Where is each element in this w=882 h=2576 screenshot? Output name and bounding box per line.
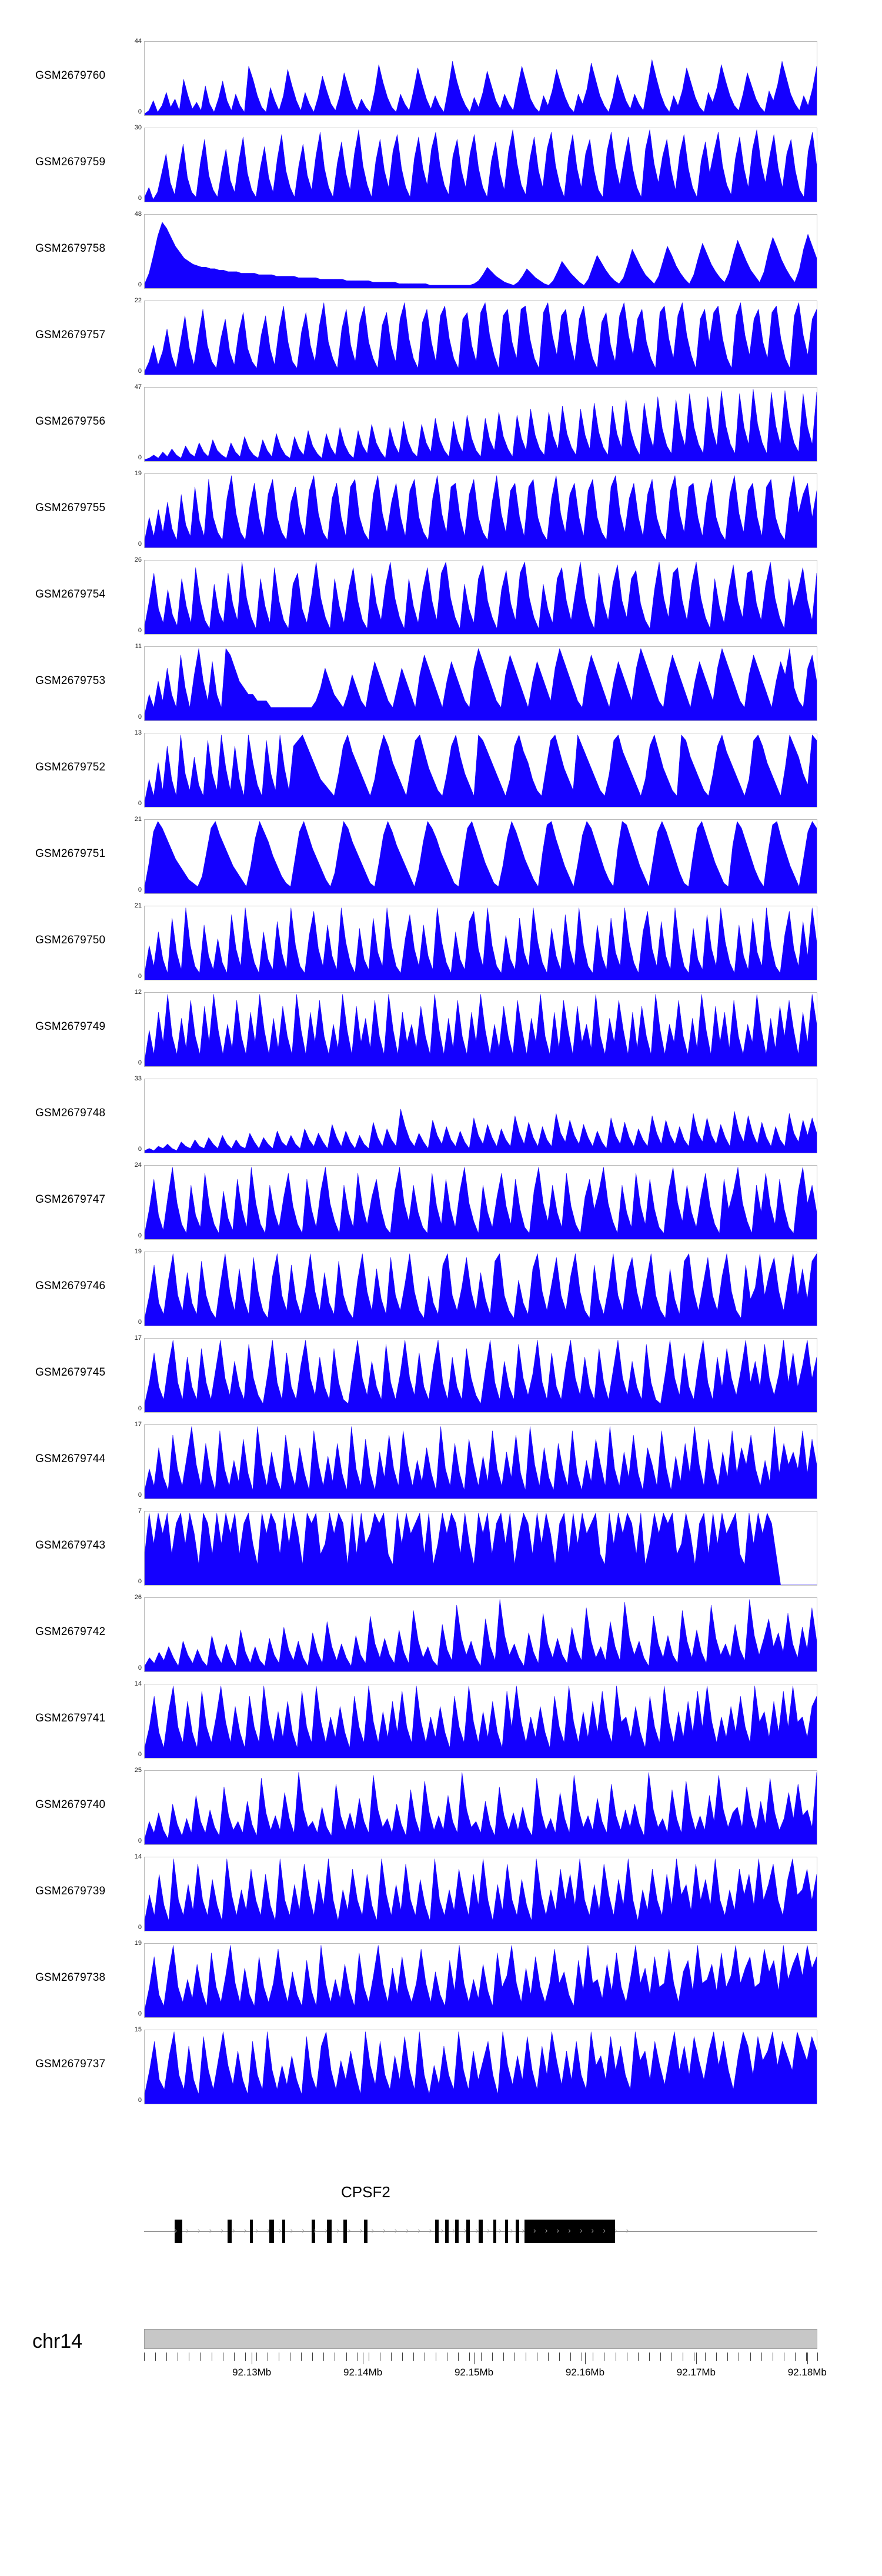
gene-exon bbox=[493, 2220, 496, 2243]
strand-arrow-icon: › bbox=[487, 2225, 490, 2235]
gene-exon bbox=[250, 2220, 253, 2243]
coverage-plot bbox=[144, 1597, 817, 1672]
axis-tick-label: 92.18Mb bbox=[787, 2367, 827, 2378]
coverage-area-svg bbox=[145, 993, 817, 1066]
coverage-area-svg bbox=[145, 1511, 817, 1585]
coverage-plot bbox=[144, 1684, 817, 1759]
track-axis-min: 0 bbox=[138, 973, 142, 980]
axis-tick bbox=[514, 2353, 515, 2361]
coverage-area-svg bbox=[145, 560, 817, 634]
axis-tick-label: 92.16Mb bbox=[565, 2367, 605, 2378]
track-sample-label: GSM2679742 bbox=[35, 1626, 106, 1638]
gene-exon bbox=[364, 2220, 368, 2243]
strand-arrow-icon: › bbox=[579, 2225, 583, 2235]
gene-exon bbox=[327, 2220, 332, 2243]
track-axis-max: 14 bbox=[134, 1853, 142, 1860]
axis-tick bbox=[323, 2353, 324, 2361]
track-sample-label: GSM2679746 bbox=[35, 1280, 106, 1292]
track-sample-label: GSM2679754 bbox=[35, 588, 106, 600]
coverage-plot bbox=[144, 1338, 817, 1413]
track-axis-min: 0 bbox=[138, 1319, 142, 1326]
axis-tick bbox=[200, 2353, 201, 2361]
axis-tick bbox=[548, 2353, 549, 2361]
coverage-track-row bbox=[0, 813, 882, 900]
strand-arrow-icon: › bbox=[359, 2225, 363, 2235]
coverage-area-svg bbox=[145, 1771, 817, 1844]
track-axis-max: 11 bbox=[135, 643, 142, 650]
strand-arrow-icon: › bbox=[603, 2225, 606, 2235]
track-axis-max: 26 bbox=[134, 1594, 142, 1601]
coverage-track-row bbox=[0, 35, 882, 122]
track-sample-label: GSM2679743 bbox=[35, 1539, 106, 1551]
axis-tick bbox=[312, 2353, 313, 2361]
coverage-plot bbox=[144, 906, 817, 980]
track-sample-label: GSM2679738 bbox=[35, 1971, 106, 1984]
axis-tick-major bbox=[696, 2353, 697, 2364]
track-sample-label: GSM2679755 bbox=[35, 502, 106, 514]
strand-arrow-icon: › bbox=[371, 2225, 374, 2235]
track-axis-min: 0 bbox=[138, 1837, 142, 1844]
gene-exon bbox=[435, 2220, 439, 2243]
axis-tick bbox=[503, 2353, 504, 2361]
gene-label: CPSF2 bbox=[341, 2183, 390, 2201]
gene-exon bbox=[282, 2220, 286, 2243]
gene-exon bbox=[445, 2220, 449, 2243]
track-axis-max: 26 bbox=[134, 556, 142, 563]
strand-arrow-icon: › bbox=[452, 2225, 455, 2235]
track-sample-label: GSM2679749 bbox=[35, 1020, 106, 1033]
track-sample-label: GSM2679748 bbox=[35, 1107, 106, 1119]
track-axis-min: 0 bbox=[138, 627, 142, 634]
track-axis-max: 21 bbox=[134, 816, 142, 823]
chromosome-axis-panel bbox=[0, 2305, 882, 2435]
coverage-plot bbox=[144, 473, 817, 548]
axis-tick bbox=[806, 2353, 807, 2361]
gene-track bbox=[144, 2211, 817, 2253]
coverage-track-row bbox=[0, 468, 882, 554]
coverage-plot bbox=[144, 1165, 817, 1240]
coverage-track-row bbox=[0, 2024, 882, 2110]
axis-tick bbox=[570, 2353, 571, 2361]
coverage-area-svg bbox=[145, 1944, 817, 2017]
coverage-area-svg bbox=[145, 42, 817, 115]
coverage-area-svg bbox=[145, 1166, 817, 1239]
coverage-area-svg bbox=[145, 1684, 817, 1758]
axis-tick bbox=[481, 2353, 482, 2361]
track-axis-min: 0 bbox=[138, 1405, 142, 1412]
coverage-plot bbox=[144, 992, 817, 1067]
gene-exon bbox=[455, 2220, 459, 2243]
axis-tick bbox=[705, 2353, 706, 2361]
track-axis-max: 30 bbox=[134, 124, 142, 131]
coverage-area-svg bbox=[145, 647, 817, 720]
strand-arrow-icon: › bbox=[475, 2225, 479, 2235]
axis-tick bbox=[256, 2353, 257, 2361]
coverage-track-row bbox=[0, 1937, 882, 2024]
coverage-plot bbox=[144, 733, 817, 807]
track-sample-label: GSM2679750 bbox=[35, 934, 106, 946]
track-axis-min: 0 bbox=[138, 1491, 142, 1499]
coverage-track-row bbox=[0, 640, 882, 727]
strand-arrow-icon: › bbox=[522, 2225, 525, 2235]
track-axis-min: 0 bbox=[138, 1924, 142, 1931]
coverage-plot bbox=[144, 1079, 817, 1153]
coverage-track-row bbox=[0, 295, 882, 381]
axis-tick bbox=[492, 2353, 493, 2361]
track-axis-max: 17 bbox=[134, 1421, 142, 1428]
track-sample-label: GSM2679744 bbox=[35, 1453, 106, 1465]
track-axis-max: 15 bbox=[134, 2026, 142, 2033]
strand-arrow-icon: › bbox=[348, 2225, 351, 2235]
coverage-plot bbox=[144, 1943, 817, 2018]
axis-tick bbox=[301, 2353, 302, 2361]
coverage-area-svg bbox=[145, 1857, 817, 1931]
coverage-area-svg bbox=[145, 1598, 817, 1671]
track-axis-max: 14 bbox=[134, 1680, 142, 1687]
track-axis-max: 17 bbox=[134, 1334, 142, 1342]
coverage-tracks bbox=[0, 35, 882, 2110]
gene-exon bbox=[516, 2220, 519, 2243]
axis-tick-label: 92.14Mb bbox=[343, 2367, 383, 2378]
track-axis-min: 0 bbox=[138, 195, 142, 202]
strand-arrow-icon: › bbox=[197, 2225, 201, 2235]
axis-tick bbox=[413, 2353, 414, 2361]
gene-exon bbox=[343, 2220, 347, 2243]
strand-arrow-icon: › bbox=[394, 2225, 397, 2235]
track-axis-min: 0 bbox=[138, 800, 142, 807]
coverage-track-row bbox=[0, 554, 882, 640]
axis-tick bbox=[795, 2353, 796, 2361]
coverage-track-row bbox=[0, 1764, 882, 1851]
coverage-plot bbox=[144, 214, 817, 289]
strand-arrow-icon: › bbox=[429, 2225, 432, 2235]
track-axis-min: 0 bbox=[138, 1059, 142, 1066]
coverage-track-row bbox=[0, 1678, 882, 1764]
coverage-area-svg bbox=[145, 474, 817, 548]
axis-tick bbox=[245, 2353, 246, 2361]
axis-tick bbox=[727, 2353, 728, 2361]
coverage-plot bbox=[144, 1857, 817, 1931]
axis-tick bbox=[750, 2353, 751, 2361]
axis-tick-label: 92.15Mb bbox=[454, 2367, 494, 2378]
coverage-area-svg bbox=[145, 1339, 817, 1412]
strand-arrow-icon: › bbox=[533, 2225, 536, 2235]
coverage-area-svg bbox=[145, 128, 817, 202]
strand-arrow-icon: › bbox=[186, 2225, 189, 2235]
axis-tick bbox=[817, 2353, 818, 2361]
strand-arrow-icon: › bbox=[209, 2225, 212, 2235]
track-axis-min: 0 bbox=[138, 454, 142, 461]
track-sample-label: GSM2679751 bbox=[35, 847, 106, 860]
coverage-track-row bbox=[0, 1419, 882, 1505]
coverage-track-row bbox=[0, 1159, 882, 1246]
axis-tick-major bbox=[585, 2353, 586, 2364]
coverage-area-svg bbox=[145, 301, 817, 375]
strand-arrow-icon: › bbox=[510, 2225, 513, 2235]
track-axis-min: 0 bbox=[138, 2010, 142, 2017]
coverage-track-row bbox=[0, 1505, 882, 1591]
coverage-area-svg bbox=[145, 1252, 817, 1326]
coverage-track-row bbox=[0, 122, 882, 208]
coverage-track-row bbox=[0, 1591, 882, 1678]
strand-arrow-icon: › bbox=[626, 2225, 629, 2235]
track-axis-min: 0 bbox=[138, 713, 142, 720]
axis-tick bbox=[144, 2353, 145, 2361]
axis-tick bbox=[638, 2353, 639, 2361]
axis-tick-label: 92.13Mb bbox=[232, 2367, 272, 2378]
gene-exon bbox=[479, 2220, 483, 2243]
axis-tick-major bbox=[807, 2353, 808, 2364]
strand-arrow-icon: › bbox=[614, 2225, 617, 2235]
strand-arrow-icon: › bbox=[255, 2225, 259, 2235]
axis-tick bbox=[458, 2353, 459, 2361]
axis-tick bbox=[671, 2353, 672, 2361]
coverage-track-row bbox=[0, 381, 882, 468]
track-sample-label: GSM2679737 bbox=[35, 2058, 106, 2070]
strand-arrow-icon: › bbox=[498, 2225, 502, 2235]
coverage-plot bbox=[144, 301, 817, 375]
track-axis-max: 21 bbox=[134, 902, 142, 909]
coverage-track-row bbox=[0, 1851, 882, 1937]
track-sample-label: GSM2679756 bbox=[35, 415, 106, 428]
gene-exon bbox=[463, 2220, 470, 2243]
coverage-area-svg bbox=[145, 1425, 817, 1499]
strand-arrow-icon: › bbox=[267, 2225, 270, 2235]
strand-arrow-icon: › bbox=[290, 2225, 293, 2235]
strand-arrow-icon: › bbox=[313, 2225, 316, 2235]
coverage-track-row bbox=[0, 1332, 882, 1419]
track-axis-max: 22 bbox=[134, 297, 142, 304]
track-sample-label: GSM2679753 bbox=[35, 675, 106, 687]
strand-arrow-icon: › bbox=[336, 2225, 339, 2235]
gene-exon bbox=[228, 2220, 232, 2243]
coverage-area-svg bbox=[145, 820, 817, 893]
coverage-area-svg bbox=[145, 2030, 817, 2104]
track-axis-min: 0 bbox=[138, 1664, 142, 1671]
coverage-track-row bbox=[0, 1246, 882, 1332]
coverage-track-row bbox=[0, 1073, 882, 1159]
axis-tick-label: 92.17Mb bbox=[676, 2367, 716, 2378]
coverage-plot bbox=[144, 387, 817, 462]
axis-tick bbox=[402, 2353, 403, 2361]
chromosome-ideogram-bar bbox=[144, 2329, 817, 2349]
axis-tick bbox=[559, 2353, 560, 2361]
strand-arrow-icon: › bbox=[383, 2225, 386, 2235]
gene-exon bbox=[269, 2220, 274, 2243]
coverage-track-row bbox=[0, 900, 882, 986]
track-axis-min: 0 bbox=[138, 1578, 142, 1585]
coverage-area-svg bbox=[145, 906, 817, 980]
track-sample-label: GSM2679739 bbox=[35, 1885, 106, 1897]
track-sample-label: GSM2679758 bbox=[35, 242, 106, 255]
track-axis-max: 25 bbox=[134, 1767, 142, 1774]
track-axis-max: 19 bbox=[134, 1248, 142, 1255]
track-axis-min: 0 bbox=[138, 1751, 142, 1758]
track-sample-label: GSM2679752 bbox=[35, 761, 106, 773]
track-axis-max: 13 bbox=[134, 729, 142, 736]
strand-arrow-icon: › bbox=[556, 2225, 560, 2235]
coverage-area-svg bbox=[145, 388, 817, 461]
track-sample-label: GSM2679757 bbox=[35, 329, 106, 341]
axis-tick bbox=[716, 2353, 717, 2361]
strand-arrow-icon: › bbox=[302, 2225, 305, 2235]
track-axis-min: 0 bbox=[138, 540, 142, 548]
track-sample-label: GSM2679759 bbox=[35, 156, 106, 168]
track-sample-label: GSM2679740 bbox=[35, 1798, 106, 1811]
track-axis-max: 19 bbox=[134, 1940, 142, 1947]
track-sample-label: GSM2679747 bbox=[35, 1193, 106, 1206]
strand-arrow-icon: › bbox=[463, 2225, 467, 2235]
coverage-area-svg bbox=[145, 1079, 817, 1153]
strand-arrow-icon: › bbox=[174, 2225, 178, 2235]
coverage-plot bbox=[144, 1770, 817, 1845]
gene-model-panel bbox=[0, 2181, 882, 2293]
axis-tick bbox=[660, 2353, 661, 2361]
axis-tick bbox=[166, 2353, 167, 2361]
strand-arrow-icon: › bbox=[278, 2225, 282, 2235]
track-sample-label: GSM2679741 bbox=[35, 1712, 106, 1724]
strand-arrow-icon: › bbox=[591, 2225, 594, 2235]
track-axis-max: 33 bbox=[134, 1075, 142, 1082]
axis-tick bbox=[234, 2353, 235, 2361]
coverage-plot bbox=[144, 646, 817, 721]
track-sample-label: GSM2679745 bbox=[35, 1366, 106, 1379]
track-axis-max: 47 bbox=[134, 383, 142, 391]
coverage-track-row bbox=[0, 727, 882, 813]
coverage-track-row bbox=[0, 986, 882, 1073]
axis-tick bbox=[469, 2353, 470, 2361]
coverage-plot bbox=[144, 41, 817, 116]
strand-arrow-icon: › bbox=[544, 2225, 548, 2235]
axis-tick bbox=[761, 2353, 762, 2361]
track-axis-min: 0 bbox=[138, 2097, 142, 2104]
coverage-track-row bbox=[0, 208, 882, 295]
track-axis-max: 48 bbox=[134, 211, 142, 218]
strand-arrow-icon: › bbox=[417, 2225, 420, 2235]
strand-arrow-icon: › bbox=[568, 2225, 571, 2235]
coverage-plot bbox=[144, 1252, 817, 1326]
axis-tick bbox=[155, 2353, 156, 2361]
gene-exon bbox=[505, 2220, 509, 2243]
coverage-plot bbox=[144, 560, 817, 635]
strand-arrow-icon: › bbox=[243, 2225, 247, 2235]
track-axis-max: 19 bbox=[134, 470, 142, 477]
track-axis-min: 0 bbox=[138, 108, 142, 115]
track-axis-max: 12 bbox=[134, 989, 142, 996]
axis-tick bbox=[391, 2353, 392, 2361]
track-axis-max: 7 bbox=[138, 1507, 142, 1514]
track-axis-min: 0 bbox=[138, 1232, 142, 1239]
track-axis-max: 44 bbox=[134, 38, 142, 45]
axis-tick-major bbox=[474, 2353, 475, 2364]
track-axis-min: 0 bbox=[138, 886, 142, 893]
coverage-plot bbox=[144, 128, 817, 202]
coverage-plot bbox=[144, 1511, 817, 1586]
track-sample-label: GSM2679760 bbox=[35, 69, 106, 82]
axis-tick bbox=[649, 2353, 650, 2361]
track-axis-min: 0 bbox=[138, 1146, 142, 1153]
strand-arrow-icon: › bbox=[232, 2225, 235, 2235]
coverage-area-svg bbox=[145, 733, 817, 807]
strand-arrow-icon: › bbox=[325, 2225, 328, 2235]
track-axis-max: 24 bbox=[134, 1162, 142, 1169]
track-axis-min: 0 bbox=[138, 281, 142, 288]
coverage-plot bbox=[144, 819, 817, 894]
axis-tick bbox=[346, 2353, 347, 2361]
coverage-plot bbox=[144, 2030, 817, 2104]
coverage-area-svg bbox=[145, 215, 817, 288]
strand-arrow-icon: › bbox=[406, 2225, 409, 2235]
strand-arrow-icon: › bbox=[220, 2225, 223, 2235]
track-axis-min: 0 bbox=[138, 368, 142, 375]
chromosome-label: chr14 bbox=[32, 2330, 83, 2353]
strand-arrow-icon: › bbox=[440, 2225, 444, 2235]
coverage-plot bbox=[144, 1424, 817, 1499]
